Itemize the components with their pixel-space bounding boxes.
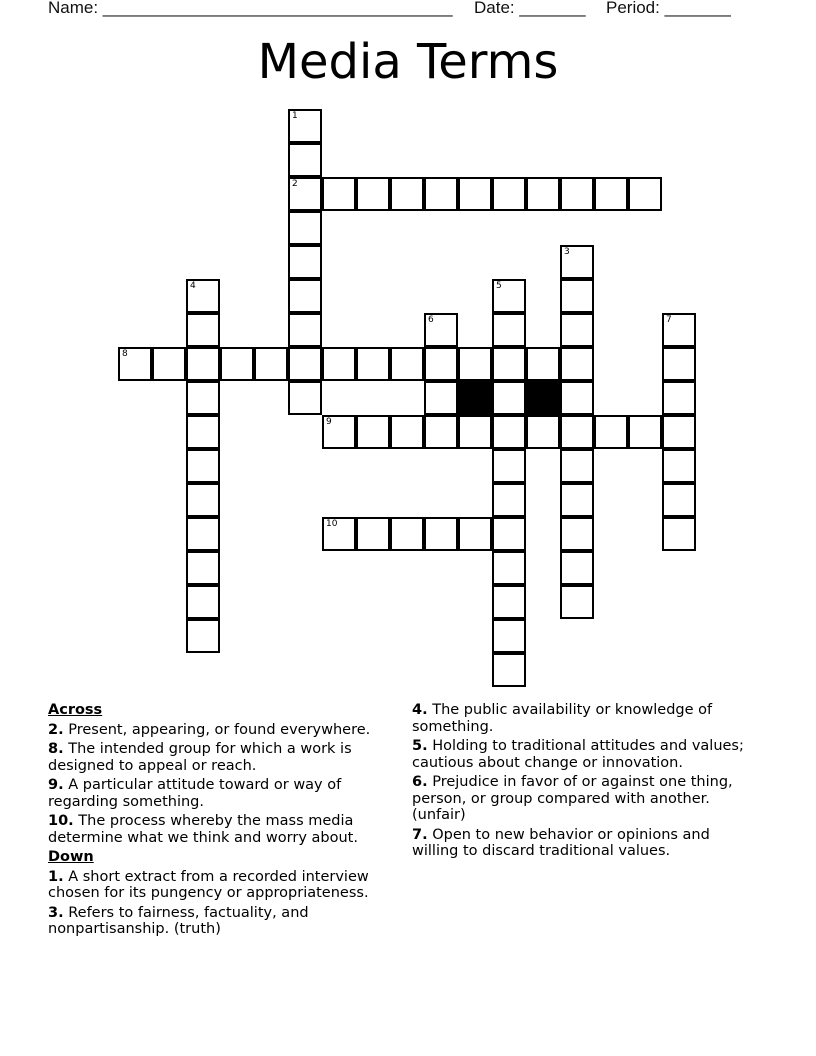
grid-cell[interactable] [118,347,152,381]
clue-text: The public availability or knowledge of something. [412,702,713,735]
grid-cell[interactable] [560,449,594,483]
clue-number: 8 [122,349,128,359]
grid-cell[interactable] [186,483,220,517]
clue-item [412,827,757,860]
grid-cell[interactable] [458,517,492,551]
grid-cell[interactable] [288,143,322,177]
grid-cell[interactable] [288,109,322,143]
grid-cell[interactable] [492,279,526,313]
grid-cell[interactable] [186,313,220,347]
clue-text: The process whereby the mass media determine what we think and worry about. [48,813,358,846]
grid-cell[interactable] [662,483,696,517]
grid-cell[interactable] [390,347,424,381]
grid-cell[interactable] [492,517,526,551]
grid-cell[interactable] [458,415,492,449]
grid-cell[interactable] [492,381,526,415]
clue-number: 1 [292,111,298,121]
grid-cell[interactable] [560,517,594,551]
clue-item [48,905,393,938]
grid-cell[interactable] [560,551,594,585]
clue-number: 9 [326,417,332,427]
across-heading: Across [48,702,103,718]
grid-cell[interactable] [186,585,220,619]
grid-cell[interactable] [186,279,220,313]
clue-number: 3 [564,247,570,257]
grid-cell[interactable] [662,347,696,381]
clue-num: 4. [412,702,428,718]
grid-cell[interactable] [288,279,322,313]
grid-cell[interactable] [560,585,594,619]
grid-cell[interactable] [424,415,458,449]
date-field[interactable]: Date: _______ [474,0,586,17]
clue-number: 4 [190,281,196,291]
grid-cell[interactable] [288,245,322,279]
grid-cell[interactable] [492,585,526,619]
clue-number: 5 [496,281,502,291]
grid-cell[interactable] [356,415,390,449]
clue-number: 10 [326,519,338,529]
grid-cell[interactable] [526,415,560,449]
grid-cell[interactable] [492,313,526,347]
grid-cell[interactable] [424,347,458,381]
grid-cell[interactable] [390,415,424,449]
clue-item [48,813,393,846]
name-field[interactable]: Name: _____________________________________ [48,0,453,17]
clue-num: 10. [48,813,74,829]
grid-cell[interactable] [662,517,696,551]
grid-cell[interactable] [424,313,458,347]
grid-cell[interactable] [288,211,322,245]
grid-cell[interactable] [356,517,390,551]
clue-text: Refers to fairness, factuality, and nonpartisanship. (truth) [48,904,309,937]
grid-cell[interactable] [560,313,594,347]
clue-number: 7 [666,315,672,325]
grid-cell[interactable] [492,347,526,381]
grid-cell[interactable] [356,347,390,381]
grid-cell[interactable] [492,449,526,483]
grid-cell[interactable] [492,483,526,517]
grid-cell[interactable] [492,551,526,585]
clue-item [48,741,393,774]
clue-num: 3. [48,904,64,921]
clue-num: 6. [412,774,428,790]
grid-cell[interactable] [220,347,254,381]
grid-cell[interactable] [560,483,594,517]
grid-cell[interactable] [560,245,594,279]
grid-cell[interactable] [390,177,424,211]
grid-cell[interactable] [560,347,594,381]
clues-column-right [412,702,757,863]
clue-item [412,702,757,735]
grid-cell[interactable] [322,517,356,551]
clue-item [412,738,757,771]
clue-num: 2. [48,721,64,738]
grid-cell[interactable] [458,177,492,211]
grid-cell[interactable] [390,517,424,551]
grid-cell[interactable] [424,381,458,415]
grid-cell[interactable] [628,415,662,449]
grid-cell[interactable] [424,517,458,551]
grid-cell[interactable] [492,415,526,449]
grid-cell[interactable] [186,551,220,585]
grid-cell[interactable] [662,313,696,347]
clue-item [48,722,393,739]
clue-text: Present, appearing, or found everywhere. [63,721,371,738]
grid-cell[interactable] [356,177,390,211]
grid-cell[interactable] [152,347,186,381]
grid-cell[interactable] [492,619,526,653]
grid-cell[interactable] [594,177,628,211]
clue-text: A short extract from a recorded interview chosen for its pungency or appropriateness. [48,868,369,901]
period-field[interactable]: Period: _______ [606,0,731,17]
grid-cell[interactable] [492,653,526,687]
grid-cell[interactable] [186,415,220,449]
grid-cell[interactable] [288,313,322,347]
grid-cell[interactable] [662,415,696,449]
grid-cell[interactable] [186,347,220,381]
clue-text: Open to new behavior or opinions and willing to discard traditional values. [412,826,710,859]
clue-item [48,869,393,902]
grid-cell[interactable] [594,415,628,449]
page-title: Media Terms [257,34,559,90]
grid-cell[interactable] [186,449,220,483]
grid-cell[interactable] [560,279,594,313]
clues-column-left [48,702,393,941]
grid-cell[interactable] [322,347,356,381]
grid-cell[interactable] [186,517,220,551]
clue-text: The intended group for which a work is designed to appeal or reach. [48,741,352,774]
grid-cell[interactable] [560,177,594,211]
grid-cell[interactable] [526,177,560,211]
grid-cell[interactable] [492,177,526,211]
clue-num: 7. [412,826,428,843]
clue-item [412,774,757,824]
clue-text: A particular attitude toward or way of regarding something. [48,777,342,810]
clue-item [48,777,393,810]
down-heading: Down [48,849,94,865]
grid-cell[interactable] [288,381,322,415]
grid-cell[interactable] [662,449,696,483]
down-clue-list [48,869,393,938]
clue-num: 9. [48,777,64,793]
black-square [458,381,492,415]
grid-cell[interactable] [424,177,458,211]
grid-cell[interactable] [322,415,356,449]
clue-num: 1. [48,868,64,885]
clue-num: 8. [48,741,64,757]
grid-cell[interactable] [288,177,322,211]
clue-number: 2 [292,179,298,189]
grid-cell[interactable] [186,381,220,415]
grid-cell[interactable] [526,347,560,381]
grid-cell[interactable] [560,415,594,449]
black-square [526,381,560,415]
grid-cell[interactable] [186,619,220,653]
grid-cell[interactable] [628,177,662,211]
grid-cell[interactable] [254,347,288,381]
clue-text: Prejudice in favor of or against one thing, person, or group compared with another. (unfair) [412,774,733,823]
grid-cell[interactable] [662,381,696,415]
across-clue-list [48,722,393,847]
grid-cell[interactable] [560,381,594,415]
clue-num: 5. [412,738,428,754]
grid-cell[interactable] [458,347,492,381]
grid-cell[interactable] [288,347,322,381]
clue-number: 6 [428,315,434,325]
clue-text: Holding to traditional attitudes and values; cautious about change or innovation. [412,738,744,771]
down-clue-list-continued [412,702,757,860]
grid-cell[interactable] [322,177,356,211]
